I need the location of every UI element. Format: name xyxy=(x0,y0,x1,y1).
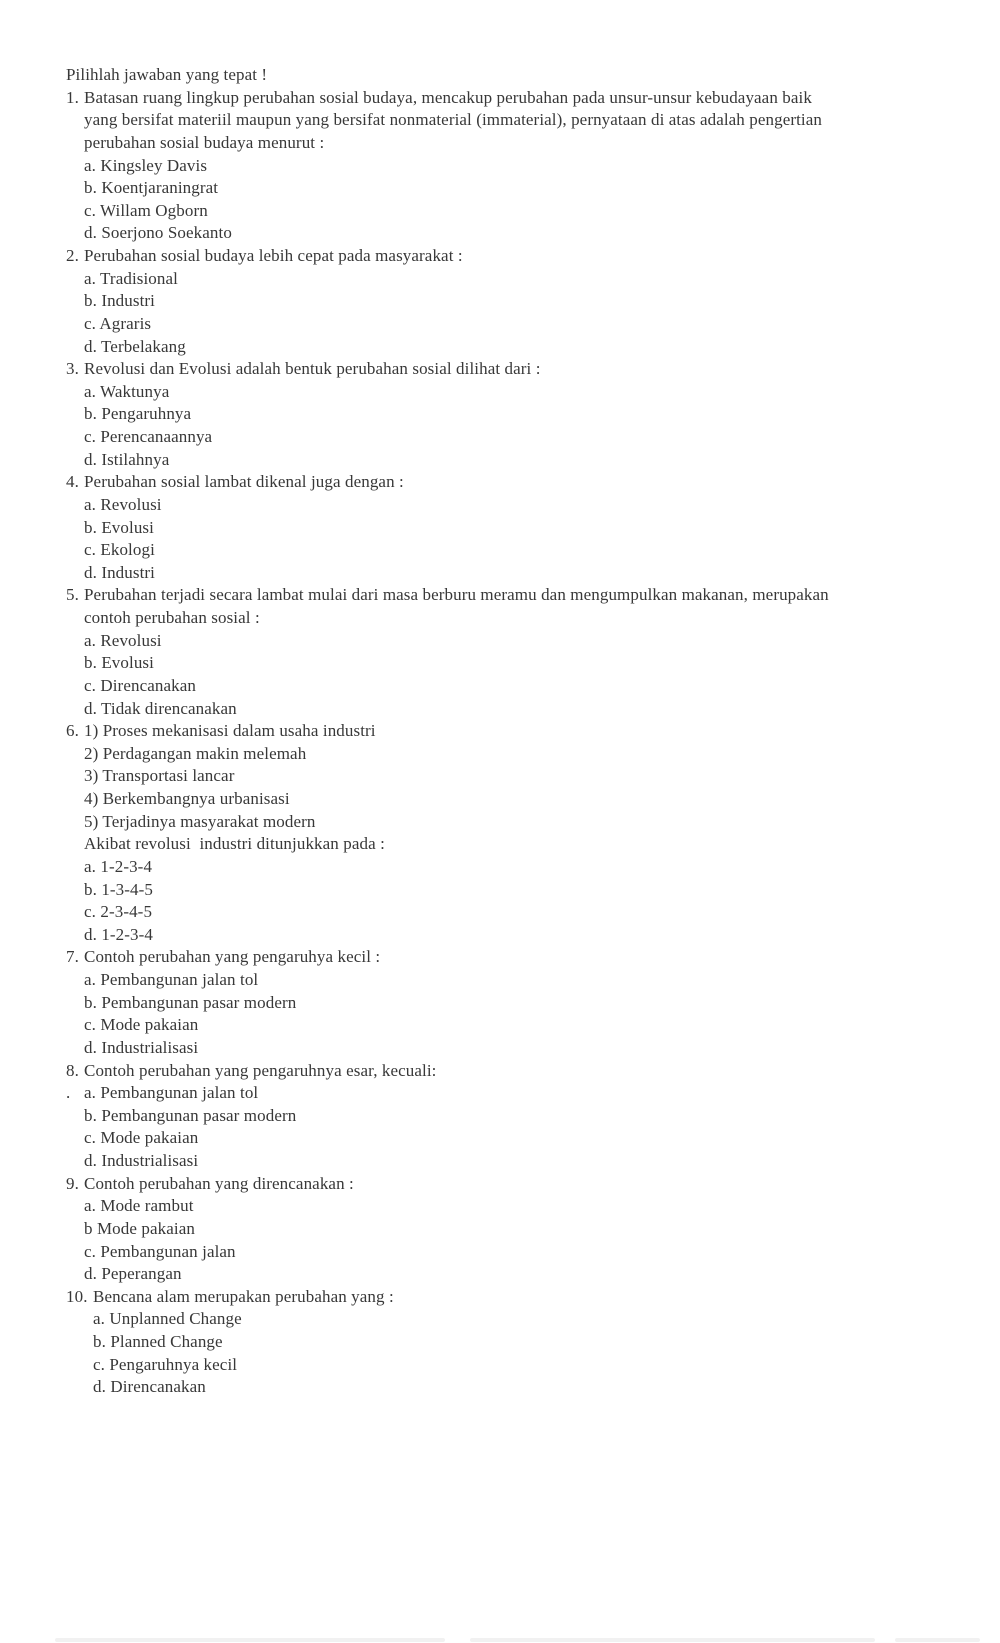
answer-option[interactable] xyxy=(84,969,976,992)
question-body xyxy=(84,1173,976,1286)
option-text: Unplanned Change xyxy=(109,1309,242,1329)
option-label: b. xyxy=(84,879,97,899)
option-text: Ekologi xyxy=(100,540,155,560)
option-label: d. xyxy=(84,698,97,718)
option-label: a. xyxy=(84,630,96,650)
question-body xyxy=(84,584,976,720)
option-label: d. xyxy=(84,336,97,356)
option-label: d. xyxy=(84,223,97,243)
answer-option[interactable] xyxy=(93,1331,976,1354)
option-label: b. xyxy=(84,992,97,1012)
option-text: 2-3-4-5 xyxy=(100,902,153,922)
option-label: b. xyxy=(84,517,97,537)
option-text: Industrialisasi xyxy=(101,1037,199,1057)
question-number: 7. xyxy=(66,947,79,967)
question-number: 2. xyxy=(66,246,79,265)
answer-option[interactable] xyxy=(84,856,976,879)
answer-option[interactable] xyxy=(84,539,976,562)
option-label: a. xyxy=(84,1196,96,1216)
option-label: c. xyxy=(84,675,96,695)
answer-option[interactable] xyxy=(93,1354,976,1377)
question-list xyxy=(66,87,976,1399)
question-text-line: 5) Terjadinya masyarakat modern xyxy=(84,811,316,831)
question-text-line: perubahan sosial budaya menurut : xyxy=(84,132,325,152)
answer-option[interactable] xyxy=(84,494,976,517)
option-label: b. xyxy=(84,653,97,673)
answer-option[interactable] xyxy=(84,1037,976,1060)
question-text-line: Perubahan sosial budaya lebih cepat pada masyarakat : xyxy=(84,246,463,265)
answer-option[interactable] xyxy=(84,426,976,449)
answer-option[interactable] xyxy=(84,1218,976,1241)
answer-option[interactable] xyxy=(84,517,976,540)
question-body xyxy=(84,87,976,245)
option-label: a. xyxy=(84,1083,96,1103)
worksheet-content xyxy=(66,64,976,1399)
option-text: 1-2-3-4 xyxy=(100,856,153,876)
question-text-line: 1) Proses mekanisasi dalam usaha industri xyxy=(84,721,376,741)
answer-option[interactable] xyxy=(84,200,976,223)
option-label: c. xyxy=(84,1241,96,1261)
answer-option[interactable] xyxy=(84,155,976,178)
question-body xyxy=(66,1060,976,1173)
question-text-line: Contoh perubahan yang direncanakan : xyxy=(84,1173,354,1193)
option-text: Mode rambut xyxy=(100,1196,194,1216)
option-label: a. xyxy=(93,1309,105,1329)
answer-option[interactable] xyxy=(66,1082,976,1105)
option-text: Industri xyxy=(101,291,155,311)
option-label: c. xyxy=(84,1015,96,1035)
option-text: Pengaruhnya kecil xyxy=(109,1354,238,1374)
option-text: Perencanaannya xyxy=(100,427,213,446)
question xyxy=(66,720,976,946)
stray-dot: . xyxy=(66,1083,71,1103)
answer-option[interactable] xyxy=(84,1105,976,1128)
question xyxy=(66,584,976,720)
answer-option[interactable] xyxy=(84,1150,976,1173)
answer-option[interactable] xyxy=(84,336,976,359)
question-number: 6. xyxy=(66,721,79,741)
answer-option[interactable] xyxy=(84,290,976,313)
question-number: 5. xyxy=(66,585,79,605)
option-text: Pembangunan jalan tol xyxy=(100,1083,259,1103)
option-label: c. xyxy=(84,427,96,446)
option-text: Evolusi xyxy=(101,517,154,537)
question-text-line: Contoh perubahan yang pengaruhnya esar, kecuali: xyxy=(84,1060,437,1080)
option-label: b. xyxy=(84,291,97,311)
question-text-line: Contoh perubahan yang pengaruhya kecil : xyxy=(84,947,381,967)
question-text-line: contoh perubahan sosial : xyxy=(84,608,260,627)
question-text-line: Batasan ruang lingkup perubahan sosial budaya, mencakup perubahan pada unsur-unsur kebudayaan baik xyxy=(84,87,812,107)
option-label: c. xyxy=(84,902,96,922)
answer-option[interactable] xyxy=(84,901,976,924)
option-label: b. xyxy=(93,1332,106,1351)
answer-option[interactable] xyxy=(84,268,976,291)
option-text: Planned Change xyxy=(110,1332,223,1351)
answer-option[interactable] xyxy=(84,313,976,336)
question-text-line: 4) Berkembangnya urbanisasi xyxy=(84,789,290,808)
answer-option[interactable] xyxy=(84,403,976,426)
option-label: a. xyxy=(84,155,96,175)
question-body xyxy=(84,471,976,584)
question-text-line: Bencana alam merupakan perubahan yang : xyxy=(93,1286,394,1306)
option-label: a. xyxy=(84,494,96,514)
question xyxy=(66,245,976,358)
answer-option[interactable] xyxy=(84,675,976,698)
option-label: d. xyxy=(84,1151,97,1170)
option-text: Direncanakan xyxy=(100,675,196,695)
option-text: Industri xyxy=(101,562,155,582)
option-text: Peperangan xyxy=(101,1264,182,1284)
option-label: b. xyxy=(84,404,97,424)
scan-artifact xyxy=(470,1638,875,1642)
option-text: Pengaruhnya xyxy=(101,404,192,424)
question xyxy=(66,1060,976,1173)
option-label: d. xyxy=(84,1264,97,1284)
question xyxy=(66,471,976,584)
option-label: b. xyxy=(84,178,97,198)
option-text: Direncanakan xyxy=(110,1377,206,1397)
question-body xyxy=(84,946,976,1059)
option-text: Evolusi xyxy=(101,653,154,673)
answer-option[interactable] xyxy=(84,1241,976,1264)
question-body xyxy=(84,720,976,946)
answer-option[interactable] xyxy=(84,562,976,585)
option-text: 1-2-3-4 xyxy=(101,924,153,944)
answer-option[interactable] xyxy=(84,1127,976,1150)
option-text: Koentjaraningrat xyxy=(101,178,219,198)
question-number: 4. xyxy=(66,472,79,492)
question-text-line: yang bersifat materiil maupun yang bersifat nonmaterial (immaterial), pernyataan di atas adalah pengertian xyxy=(84,110,822,130)
question-number: 10. xyxy=(66,1286,88,1306)
question-text-line: Akibat revolusi industri ditunjukkan pada : xyxy=(84,834,385,854)
option-text: Agraris xyxy=(99,313,152,333)
answer-option[interactable] xyxy=(84,698,976,721)
question-number: 1. xyxy=(66,87,79,107)
answer-option[interactable] xyxy=(84,879,976,902)
answer-option[interactable] xyxy=(84,449,976,472)
answer-option[interactable] xyxy=(84,630,976,653)
question xyxy=(66,946,976,1059)
answer-option[interactable] xyxy=(84,992,976,1015)
answer-option[interactable] xyxy=(84,381,976,404)
option-label: c. xyxy=(84,540,96,560)
question xyxy=(66,358,976,471)
question-text-line: Perubahan terjadi secara lambat mulai dari masa berburu meramu dan mengumpulkan makanan, merupakan xyxy=(84,585,829,605)
answer-option[interactable] xyxy=(84,652,976,675)
question-number: 8. xyxy=(66,1060,79,1080)
question xyxy=(66,87,976,245)
question-text-line: Perubahan sosial lambat dikenal juga dengan : xyxy=(84,472,404,492)
option-text: Pembangunan pasar modern xyxy=(101,992,297,1012)
option-label: b xyxy=(84,1218,93,1238)
option-label: d. xyxy=(84,562,97,582)
question-body xyxy=(84,358,976,471)
option-text: Mode pakaian xyxy=(96,1218,195,1238)
option-text: Soerjono Soekanto xyxy=(101,223,232,243)
option-label: c. xyxy=(84,200,96,220)
option-text: Tradisional xyxy=(100,268,178,288)
option-label: d. xyxy=(84,449,97,469)
option-text: Tidak direncanakan xyxy=(101,698,237,718)
instruction-heading: Pilihlah jawaban yang tepat ! xyxy=(66,65,268,84)
question xyxy=(66,1286,976,1399)
question xyxy=(66,1173,976,1286)
answer-option[interactable] xyxy=(84,222,976,245)
option-label: a. xyxy=(84,856,96,876)
option-text: Mode pakaian xyxy=(100,1015,199,1035)
answer-option[interactable] xyxy=(84,1263,976,1286)
question-body xyxy=(84,245,976,358)
answer-option[interactable] xyxy=(84,924,976,947)
question-text-line: 2) Perdagangan makin melemah xyxy=(84,743,307,763)
option-text: Kingsley Davis xyxy=(100,155,208,175)
option-text: Mode pakaian xyxy=(100,1128,199,1148)
answer-option[interactable] xyxy=(84,1014,976,1037)
question-text-line: Revolusi dan Evolusi adalah bentuk perubahan sosial dilihat dari : xyxy=(84,359,541,379)
option-text: Pembangunan jalan tol xyxy=(100,970,259,989)
option-text: Waktunya xyxy=(100,381,170,401)
option-label: a. xyxy=(84,268,96,288)
option-text: Pembangunan jalan xyxy=(100,1241,236,1261)
option-text: Revolusi xyxy=(100,630,162,650)
question-body xyxy=(93,1286,976,1399)
question-number: 9. xyxy=(66,1173,79,1193)
question-text-line: 3) Transportasi lancar xyxy=(84,766,235,786)
option-text: Revolusi xyxy=(100,494,162,514)
option-label: b. xyxy=(84,1105,97,1125)
answer-option[interactable] xyxy=(93,1308,976,1331)
option-label: a. xyxy=(84,381,96,401)
option-label: c. xyxy=(93,1354,105,1374)
option-label: d. xyxy=(93,1377,106,1397)
answer-option[interactable] xyxy=(84,1195,976,1218)
option-label: a. xyxy=(84,970,96,989)
answer-option[interactable] xyxy=(93,1376,976,1399)
option-text: Terbelakang xyxy=(101,336,186,356)
option-text: 1-3-4-5 xyxy=(101,879,153,899)
option-text: Pembangunan pasar modern xyxy=(101,1105,297,1125)
option-text: Industrialisasi xyxy=(101,1151,199,1170)
option-text: Istilahnya xyxy=(101,449,170,469)
option-text: Willam Ogborn xyxy=(100,200,208,220)
answer-option[interactable] xyxy=(84,177,976,200)
option-label: c. xyxy=(84,1128,96,1148)
option-label: d. xyxy=(84,1037,97,1057)
scan-artifact xyxy=(895,1638,980,1642)
scan-artifact xyxy=(55,1638,445,1642)
question-number: 3. xyxy=(66,359,79,379)
option-label: d. xyxy=(84,924,97,944)
option-label: c. xyxy=(84,313,96,333)
